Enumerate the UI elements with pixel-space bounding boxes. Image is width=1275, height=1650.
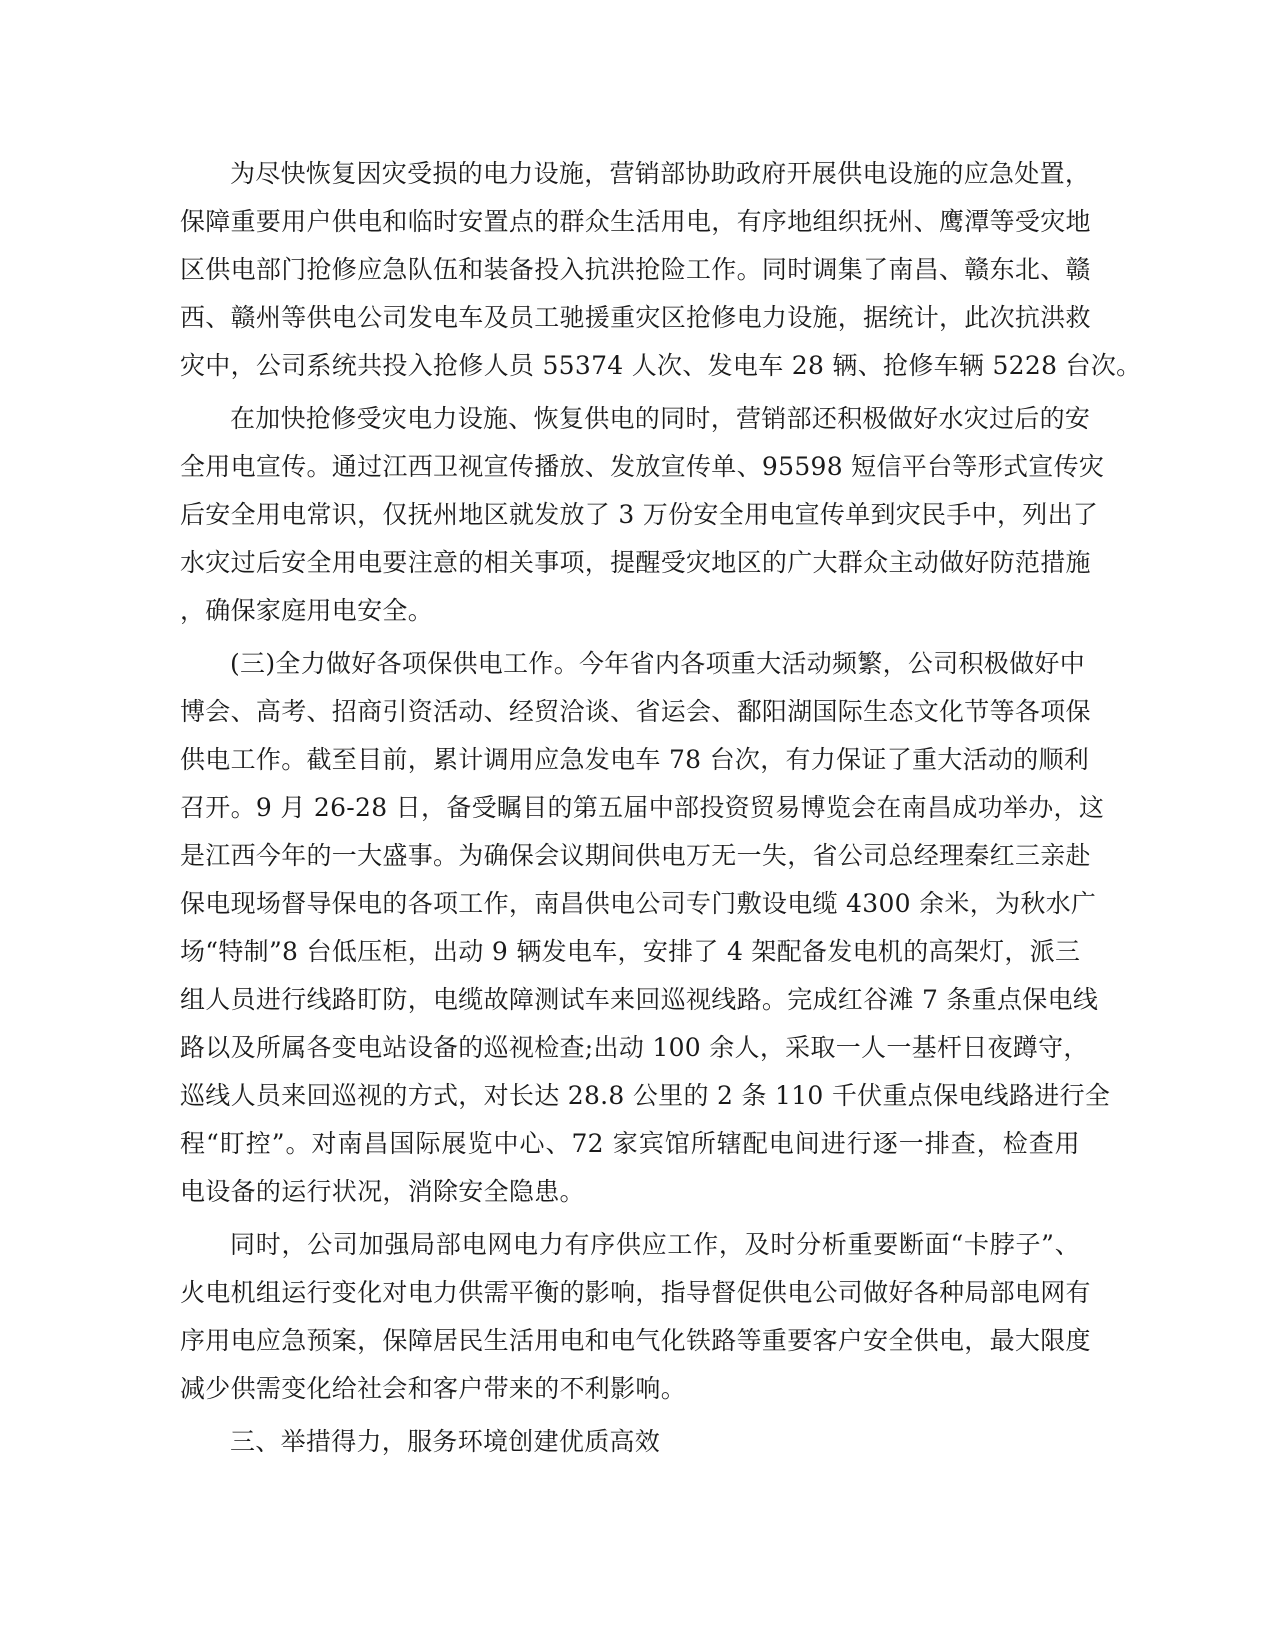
paragraph-emergency-repair — [180, 150, 1142, 390]
text-line: 组人员进行线路盯防，电缆故障测试车来回巡视线路。完成红谷滩 7 条重点保电线 — [180, 985, 1099, 1014]
section-heading — [180, 1418, 1080, 1466]
document-body — [180, 150, 1142, 1471]
text-line: 召开。9 月 26-28 日，备受瞩目的第五届中部投资贸易博览会在南昌成功举办，这 — [180, 793, 1105, 822]
text-line: 火电机组运行变化对电力供需平衡的影响，指导督促供电公司做好各种局部电网有 — [180, 1278, 1091, 1307]
text-line: 全用电宣传。通过江西卫视宣传播放、发放宣传单、95598 短信平台等形式宣传灾 — [180, 452, 1105, 481]
text-line: 减少供需变化给社会和客户带来的不利影响。 — [180, 1374, 687, 1403]
text-line: 保障重要用户供电和临时安置点的群众生活用电，有序地组织抚州、鹰潭等受灾地 — [180, 207, 1091, 236]
text-line: (三)全力做好各项保供电工作。今年省内各项重大活动频繁，公司积极做好中 — [230, 649, 1086, 678]
text-line: 路以及所属各变电站设备的巡视检查;出动 100 余人，采取一人一基杆日夜蹲守， — [180, 1033, 1089, 1062]
text-line: 西、赣州等供电公司发电车及员工驰援重灾区抢修电力设施，据统计，此次抗洪救 — [180, 303, 1091, 332]
paragraph-power-supply-guarantee — [180, 640, 1111, 1216]
paragraph-safety-publicity — [180, 395, 1105, 635]
text-line: 场“特制”8 台低压柜，出动 9 辆发电车，安排了 4 架配备发电机的高架灯，派三 — [180, 937, 1081, 966]
text-line: 在加快抢修受灾电力设施、恢复供电的同时，营销部还积极做好水灾过后的安 — [230, 404, 1091, 433]
text-line: 序用电应急预案，保障居民生活用电和电气化铁路等重要客户安全供电，最大限度 — [180, 1326, 1091, 1355]
section-heading-text: 三、举措得力，服务环境创建优质高效 — [230, 1427, 661, 1456]
text-line: 电设备的运行状况，消除安全隐患。 — [180, 1177, 585, 1206]
text-line: 巡线人员来回巡视的方式，对长达 28.8 公里的 2 条 110 千伏重点保电线路进行全 — [180, 1081, 1111, 1110]
paragraph-orderly-supply — [180, 1221, 1091, 1413]
text-line: 程“盯控”。对南昌国际展览中心、72 家宾馆所辖配电间进行逐一排查，检查用 — [180, 1129, 1080, 1158]
text-line: 水灾过后安全用电要注意的相关事项，提醒受灾地区的广大群众主动做好防范措施 — [180, 548, 1091, 577]
text-line: 博会、高考、招商引资活动、经贸洽谈、省运会、鄱阳湖国际生态文化节等各项保 — [180, 697, 1091, 726]
text-line: 为尽快恢复因灾受损的电力设施，营销部协助政府开展供电设施的应急处置， — [230, 159, 1091, 188]
text-line: 区供电部门抢修应急队伍和装备投入抗洪抢险工作。同时调集了南昌、赣东北、赣 — [180, 255, 1091, 284]
text-line: 后安全用电常识，仅抚州地区就发放了 3 万份安全用电宣传单到灾民手中，列出了 — [180, 500, 1099, 529]
text-line: 是江西今年的一大盛事。为确保会议期间供电万无一失，省公司总经理秦红三亲赴 — [180, 841, 1091, 870]
text-line: 供电工作。截至目前，累计调用应急发电车 78 台次，有力保证了重大活动的顺利 — [180, 745, 1090, 774]
text-line: ，确保家庭用电安全。 — [180, 596, 434, 625]
text-line: 保电现场督导保电的各项工作，南昌供电公司专门敷设电缆 4300 余米，为秋水广 — [180, 889, 1097, 918]
text-line: 灾中，公司系统共投入抢修人员 55374 人次、发电车 28 辆、抢修车辆 5228 台次。 — [180, 351, 1142, 380]
text-line: 同时，公司加强局部电网电力有序供应工作，及时分析重要断面“卡脖子”、 — [230, 1230, 1080, 1259]
